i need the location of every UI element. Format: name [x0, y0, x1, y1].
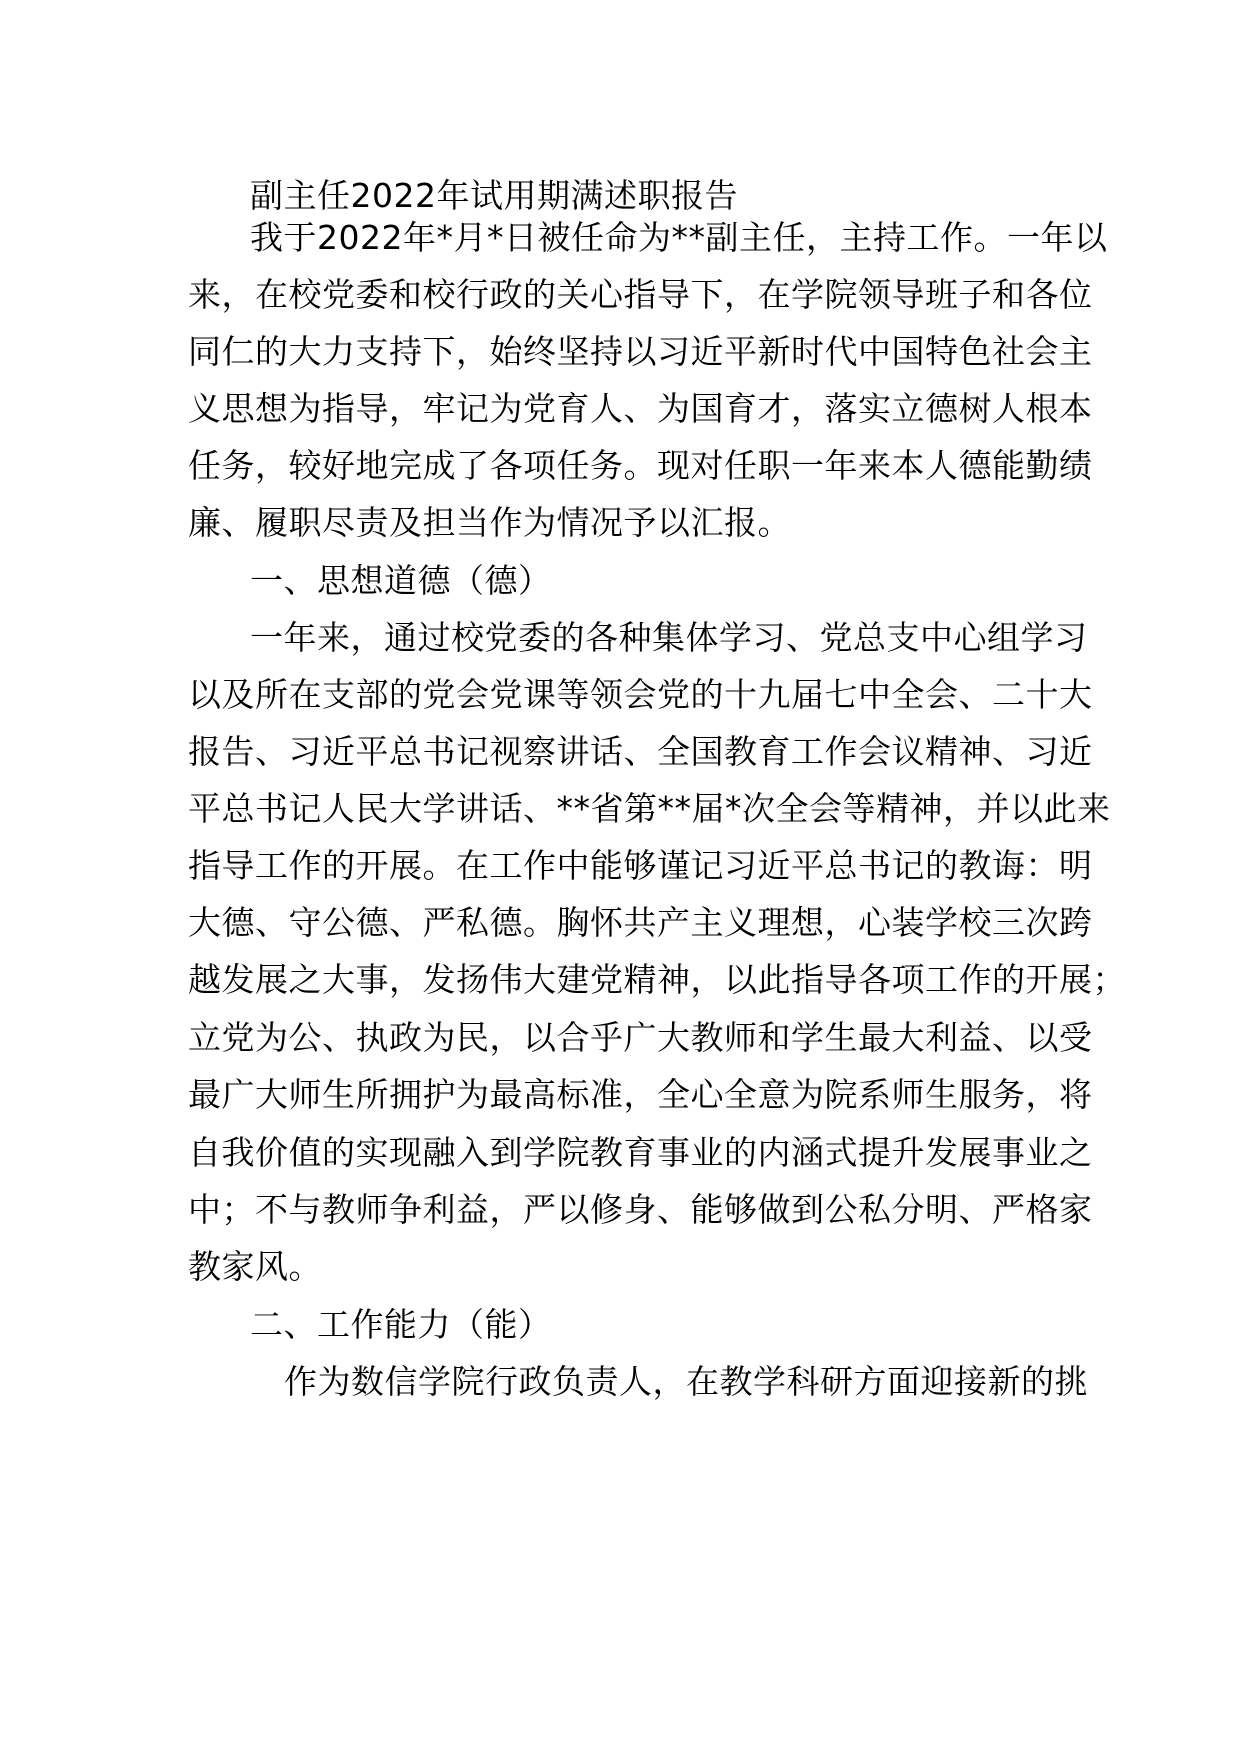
section-heading-1: 一、思想道德（德）: [250, 561, 552, 600]
paragraph-2-line-8: 立党为公、执政为民，以合乎广大教师和学生最大利益、以受: [188, 1018, 1093, 1057]
paragraph-2-line-1: 一年来，通过校党委的各种集体学习、党总支中心组学习: [250, 618, 1088, 657]
paragraph-3-line-1: 作为数信学院行政负责人，在教学科研方面迎接新的挑: [284, 1362, 1088, 1401]
paragraph-2-line-10: 自我价值的实现融入到学院教育事业的内涵式提升发展事业之: [188, 1133, 1093, 1172]
paragraph-1-line-6: 廉、履职尽责及担当作为情况予以汇报。: [188, 503, 791, 542]
paragraph-1-line-5: 任务，较好地完成了各项任务。现对任职一年来本人德能勤绩: [188, 446, 1093, 485]
paragraph-2-line-3: 报告、习近平总书记视察讲话、全国教育工作会议精神、习近: [188, 732, 1093, 771]
paragraph-2-line-7: 越发展之大事，发扬伟大建党精神，以此指导各项工作的开展；: [188, 960, 1126, 999]
paragraph-1-line-2: 来，在校党委和校行政的关心指导下，在学院领导班子和各位: [188, 275, 1093, 314]
document-title: 副主任2022年试用期满述职报告: [250, 176, 738, 215]
paragraph-2-line-9: 最广大师生所拥护为最高标准，全心全意为院系师生服务，将: [188, 1075, 1093, 1114]
section-heading-2: 二、工作能力（能）: [250, 1305, 552, 1344]
paragraph-1-line-1: 我于2022年*月*日被任命为**副主任，主持工作。一年以: [250, 218, 1108, 257]
paragraph-1-line-3: 同仁的大力支持下，始终坚持以习近平新时代中国特色社会主: [188, 332, 1093, 371]
paragraph-1-line-4: 义思想为指导，牢记为党育人、为国育才，落实立德树人根本: [188, 389, 1093, 428]
paragraph-2-line-2: 以及所在支部的党会党课等领会党的十九届七中全会、二十大: [188, 675, 1093, 714]
paragraph-2-line-4: 平总书记人民大学讲话、**省第**届*次全会等精神，并以此来: [188, 789, 1111, 828]
paragraph-2-line-6: 大德、守公德、严私德。胸怀共产主义理想，心装学校三次跨: [188, 903, 1093, 942]
paragraph-2-line-5: 指导工作的开展。在工作中能够谨记习近平总书记的教诲：明: [188, 846, 1093, 885]
paragraph-2-line-11: 中；不与教师争利益，严以修身、能够做到公私分明、严格家: [188, 1190, 1093, 1229]
paragraph-2-line-12: 教家风。: [188, 1247, 322, 1286]
